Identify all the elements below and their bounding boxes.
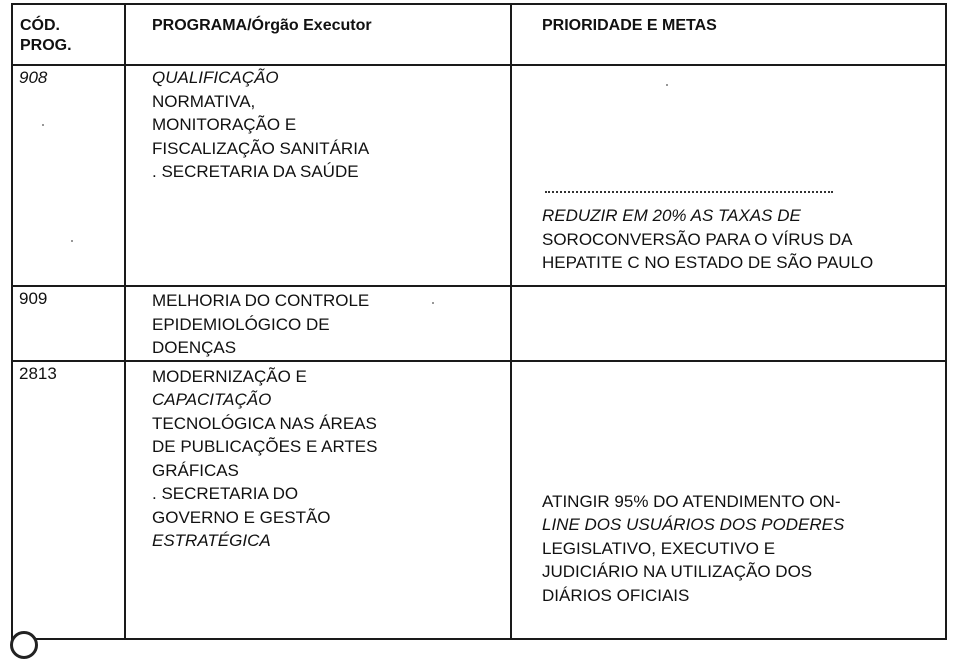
scan-speck [71, 240, 73, 242]
program-line: CAPACITAÇÃO [152, 390, 272, 409]
meta-line: DIÁRIOS OFICIAIS [542, 585, 690, 605]
code-cell: 2813 [12, 361, 125, 639]
header-meta: PRIORIDADE E METAS [511, 4, 946, 65]
program-cell [125, 286, 511, 361]
dotted-rule [545, 191, 833, 193]
program-line: DE PUBLICAÇÕES E ARTES [152, 437, 378, 456]
program-cell [125, 361, 511, 639]
code-cell: 908 [12, 65, 125, 286]
program-line: . SECRETARIA DA SAÚDE [152, 162, 359, 181]
program-line: GOVERNO E GESTÃO [152, 507, 331, 527]
table-row-908 [12, 65, 946, 286]
meta-line: JUDICIÁRIO NA UTILIZAÇÃO DOS [542, 562, 813, 581]
scan-speck [432, 302, 434, 304]
scan-speck [666, 84, 668, 86]
table-header-row [12, 4, 946, 65]
meta-line: REDUZIR EM 20% AS TAXAS DE [542, 206, 801, 225]
header-code [12, 4, 125, 65]
header-code-line-1: CÓD. [20, 17, 60, 34]
meta-line: LEGISLATIVO, EXECUTIVO E [542, 538, 776, 558]
meta-line: HEPATITE C NO ESTADO DE SÃO PAULO [542, 253, 874, 272]
program-line: DOENÇAS [152, 338, 237, 357]
program-line: TECNOLÓGICA NAS ÁREAS [152, 413, 377, 433]
program-cell [125, 65, 511, 286]
scan-speck [42, 124, 44, 126]
scan-margin-mark [10, 631, 38, 659]
program-line: NORMATIVA, [152, 91, 256, 111]
program-line: ESTRATÉGICA [152, 531, 271, 550]
header-program: PROGRAMA/Órgão Executor [125, 4, 511, 65]
program-line: MONITORAÇÃO E [152, 115, 297, 134]
meta-cell [511, 361, 946, 639]
program-line: EPIDEMIOLÓGICO DE [152, 314, 330, 334]
program-line: MELHORIA DO CONTROLE [152, 291, 370, 310]
table-row-909 [12, 286, 946, 361]
meta-cell-empty [511, 286, 946, 361]
meta-line: SOROCONVERSÃO PARA O VÍRUS DA [542, 229, 853, 249]
meta-line: ATINGIR 95% DO ATENDIMENTO ON- [542, 491, 841, 511]
program-line: . SECRETARIA DO [152, 484, 299, 503]
code-cell: 909 [12, 286, 125, 361]
program-line: MODERNIZAÇÃO E [152, 366, 307, 386]
program-line: QUALIFICAÇÃO [152, 68, 279, 87]
program-line: FISCALIZAÇÃO SANITÁRIA [152, 138, 370, 158]
program-table [11, 3, 947, 640]
meta-cell [511, 65, 946, 286]
header-code-line-2: PROG. [20, 37, 72, 54]
program-line: GRÁFICAS [152, 460, 239, 480]
table-row-2813 [12, 361, 946, 639]
meta-line: LINE DOS USUÁRIOS DOS PODERES [542, 515, 845, 534]
